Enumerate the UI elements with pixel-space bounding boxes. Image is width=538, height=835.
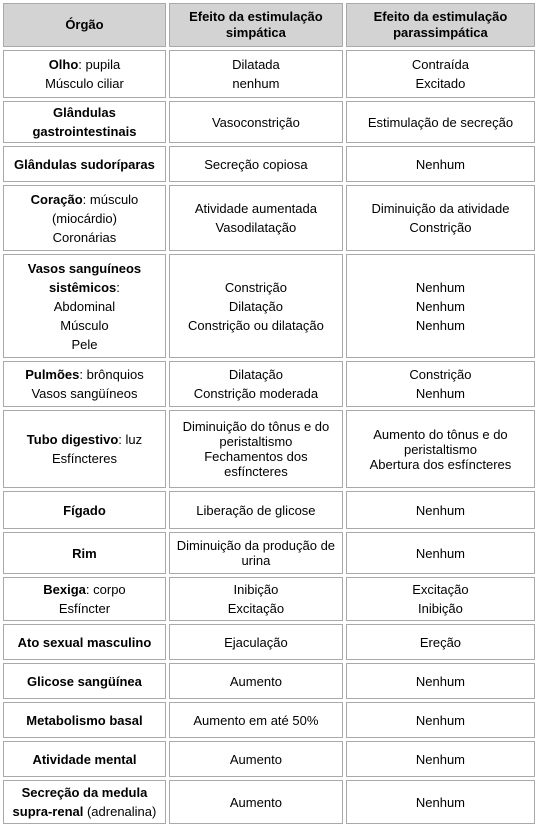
organ-name: Coração	[30, 191, 83, 207]
parasympathetic-cell	[346, 146, 535, 182]
cell-line: Secreção copiosa	[204, 156, 308, 172]
organ-line	[6, 228, 163, 247]
cell-line: Nenhum	[415, 712, 466, 728]
sympathetic-header: Efeito da estimulação simpática	[169, 3, 343, 47]
organ-detail: : luz	[118, 432, 143, 447]
organ-cell	[3, 577, 166, 621]
cell-line: Aumento	[229, 751, 282, 767]
organ-line	[6, 750, 163, 769]
sympathetic-cell	[169, 780, 343, 824]
organ-name: Ato sexual masculino	[17, 634, 152, 650]
sympathetic-cell	[169, 361, 343, 407]
cell-line: Constrição moderada	[193, 386, 319, 401]
parasympathetic-cell	[346, 532, 535, 574]
cell-line: Aumento do tônus e do peristaltismo	[373, 426, 508, 457]
organ-cell	[3, 491, 166, 529]
organ-detail: : corpo	[85, 582, 126, 597]
cell-line: Ereção	[419, 634, 462, 650]
cell-line: Nenhum	[415, 298, 466, 314]
organ-name: Pulmões	[25, 367, 80, 382]
cell-line: Inibição	[418, 601, 463, 616]
parasympathetic-cell	[346, 741, 535, 777]
organ-detail: :	[116, 279, 120, 295]
cell-line: Abertura dos esfíncteres	[369, 456, 512, 472]
cell-line: Nenhum	[415, 502, 466, 518]
organ-line	[6, 103, 163, 122]
organ-line	[6, 55, 163, 74]
organ-line	[6, 633, 163, 652]
organ-line	[6, 259, 163, 278]
organ-detail: Vasos sangüíneos	[31, 386, 138, 401]
organ-cell	[3, 50, 166, 98]
cell-line: Aumento	[229, 794, 282, 810]
organ-line	[6, 672, 163, 691]
organ-cell	[3, 780, 166, 824]
organ-detail: Esfíncter	[58, 601, 111, 616]
organ-detail: Abdominal	[53, 298, 116, 314]
organ-line	[6, 316, 163, 335]
header-row	[3, 3, 535, 47]
parasympathetic-cell	[346, 254, 535, 358]
organ-line	[6, 802, 163, 821]
organ-name: Vasos sanguíneos	[27, 260, 142, 276]
sympathetic-cell	[169, 577, 343, 621]
organ-detail: Esfíncteres	[51, 451, 117, 466]
organ-cell	[3, 146, 166, 182]
organ-cell	[3, 532, 166, 574]
organ-cell	[3, 702, 166, 738]
cell-line: Dilatada	[232, 57, 280, 72]
table-row	[3, 185, 535, 251]
organ-detail: Músculo	[60, 317, 109, 333]
organ-line	[6, 122, 163, 141]
organ-name: Glândulas	[53, 105, 116, 120]
table-row	[3, 532, 535, 574]
organ-name: Atividade mental	[32, 751, 137, 767]
parasympathetic-cell	[346, 50, 535, 98]
organ-line	[6, 711, 163, 730]
cell-line: Dilatação	[228, 298, 284, 314]
cell-line: Dilatação	[228, 367, 284, 382]
sympathetic-cell	[169, 185, 343, 251]
sympathetic-cell	[169, 410, 343, 488]
parasympathetic-cell	[346, 101, 535, 143]
organ-line	[6, 335, 163, 354]
organ-cell	[3, 185, 166, 251]
cell-line: Aumento	[229, 673, 282, 689]
organ-name: Glândulas sudoríparas	[14, 156, 155, 172]
cell-line: Inibição	[233, 582, 279, 597]
cell-line: Nenhum	[415, 279, 466, 295]
organ-name: sistêmicos	[49, 279, 117, 295]
organ-detail: Músculo ciliar	[45, 76, 124, 91]
organ-line	[6, 190, 163, 209]
organ-cell	[3, 741, 166, 777]
organ-line	[6, 384, 163, 403]
cell-line: Vasodilatação	[215, 220, 297, 235]
table-row	[3, 577, 535, 621]
table-row	[3, 361, 535, 407]
table-row	[3, 663, 535, 699]
sympathetic-cell	[169, 101, 343, 143]
sympathetic-cell	[169, 741, 343, 777]
organ-line	[6, 209, 163, 228]
cell-line: Constrição	[409, 367, 472, 382]
cell-line: Excitação	[412, 582, 469, 597]
cell-line: Nenhum	[415, 673, 466, 689]
organ-cell	[3, 624, 166, 660]
parasympathetic-cell	[346, 780, 535, 824]
organ-detail: : pupila	[78, 57, 121, 72]
organ-name: Bexiga	[43, 582, 86, 597]
cell-line: Excitado	[415, 76, 466, 91]
organ-name: Fígado	[63, 502, 106, 518]
sympathetic-cell	[169, 702, 343, 738]
organ-line	[6, 501, 163, 520]
organ-cell	[3, 254, 166, 358]
organ-line	[6, 580, 163, 599]
organ-line	[6, 599, 163, 618]
organ-cell	[3, 410, 166, 488]
organ-name: Secreção da medula	[21, 785, 148, 800]
organ-cell	[3, 101, 166, 143]
table-row	[3, 101, 535, 143]
parasympathetic-cell	[346, 702, 535, 738]
organ-name: Olho	[48, 57, 79, 72]
cell-line: Aumento em até 50%	[193, 712, 319, 728]
sympathetic-cell	[169, 146, 343, 182]
cell-line: Atividade aumentada	[194, 201, 317, 216]
organ-cell	[3, 361, 166, 407]
cell-line: Ejaculação	[224, 634, 288, 650]
sympathetic-cell	[169, 624, 343, 660]
table-body	[3, 50, 535, 824]
organ-name: gastrointestinais	[32, 124, 137, 139]
cell-line: Constrição ou dilatação	[187, 317, 324, 333]
cell-line: Nenhum	[415, 317, 466, 333]
table-row	[3, 146, 535, 182]
parasympathetic-cell	[346, 624, 535, 660]
parasympathetic-cell	[346, 663, 535, 699]
organ-detail: Coronárias	[52, 229, 117, 245]
organ-header: Órgão	[3, 3, 166, 47]
cell-line: Fechamentos dos esfíncteres	[204, 449, 308, 479]
table-row	[3, 410, 535, 488]
sympathetic-cell	[169, 254, 343, 358]
sympathetic-cell	[169, 50, 343, 98]
table-row	[3, 491, 535, 529]
organ-line	[6, 544, 163, 563]
sympathetic-cell	[169, 663, 343, 699]
organ-line	[6, 297, 163, 316]
cell-line: Excitação	[227, 601, 285, 616]
organ-line	[6, 430, 163, 449]
cell-line: Nenhum	[415, 156, 466, 172]
organ-cell	[3, 663, 166, 699]
parasympathetic-cell	[346, 185, 535, 251]
cell-line: Constrição	[409, 220, 472, 235]
cell-line: Liberação de glicose	[196, 502, 316, 518]
table-row	[3, 741, 535, 777]
organ-line	[6, 155, 163, 174]
organ-line	[6, 74, 163, 93]
parasympathetic-cell	[346, 361, 535, 407]
organ-line	[6, 783, 163, 802]
cell-line: Contraída	[411, 57, 469, 72]
sympathetic-cell	[169, 532, 343, 574]
parasympathetic-cell	[346, 410, 535, 488]
organ-line	[6, 449, 163, 468]
parasympathetic-cell	[346, 577, 535, 621]
organ-detail: : músculo	[82, 191, 139, 207]
organ-name: supra-renal	[12, 804, 84, 819]
parasympathetic-header: Efeito da estimulação parassimpática	[346, 3, 535, 47]
cell-line: Vasoconstrição	[211, 114, 300, 130]
organ-name: Tubo digestivo	[26, 432, 119, 447]
table-row	[3, 702, 535, 738]
organ-detail: (miocárdio)	[51, 210, 117, 226]
cell-line: Nenhum	[415, 751, 466, 767]
cell-line: Estimulação de secreção	[367, 114, 514, 130]
organ-detail: Pele	[71, 336, 98, 352]
organ-line	[6, 278, 163, 297]
cell-line: Diminuição da atividade	[371, 201, 510, 216]
organ-name: Glicose sangüínea	[27, 673, 142, 689]
organ-detail: (adrenalina)	[83, 804, 157, 819]
cell-line: Constrição	[224, 279, 287, 295]
cell-line: Nenhum	[415, 794, 466, 810]
cell-line: Nenhum	[415, 386, 466, 401]
table-row	[3, 624, 535, 660]
table-row	[3, 50, 535, 98]
organ-name: Rim	[72, 545, 97, 561]
table-row	[3, 780, 535, 824]
cell-line: Nenhum	[415, 545, 466, 561]
organ-line	[6, 365, 163, 384]
organ-detail: : brônquios	[79, 367, 144, 382]
sympathetic-cell	[169, 491, 343, 529]
cell-line: Diminuição da produção de urina	[176, 538, 336, 568]
parasympathetic-cell	[346, 491, 535, 529]
organ-name: Metabolismo basal	[26, 712, 143, 728]
table-row	[3, 254, 535, 358]
cell-line: nenhum	[232, 76, 280, 91]
cell-line: Diminuição do tônus e do peristaltismo	[182, 419, 330, 449]
